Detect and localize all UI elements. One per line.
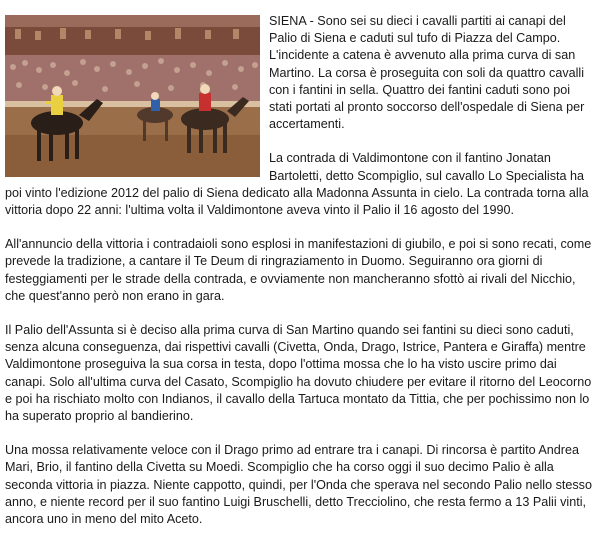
- palio-race-photo: [5, 15, 260, 177]
- article-paragraph-5: Una mossa relativamente veloce con il Drago primo ad entrare tra i canapi. Di rincorsa è partito Andrea Mari, Brio, il fantino della Civetta su Moedi. Scompiglio che ha corso oggi il suo decimo Palio è alla seconda vittoria in piazza. Niente cappotto, quindi, per l'Onda che sperava nel secondo Palio nello stesso anno, e niente record per il suo fantino Luigi Bruschelli, detto Trecciolino, che resta fermo a 13 Palii vinti, ancora uno in meno del mito Aceto.: [5, 443, 592, 527]
- article-paragraph-3: All'annuncio della vittoria i contradaioli sono esplosi in manifestazioni di giubilo, e poi si sono recati, come prevede la tradizione, a cantare il Te Deum di ringraziamento in Duomo. Seguiranno ora giorni di festeggiamenti per le strade della contrada, e ovviamente non mancheranno sfottò ai rivali del Nicchio, che quest'anno però non erano in gara.: [5, 237, 592, 303]
- article-paragraph-4: Il Palio dell'Assunta si è deciso alla prima curva di San Martino quando sei fantini su dieci sono caduti, senza alcuna conseguenza, dai rispettivi cavalli (Civetta, Onda, Drago, Istrice, Pantera e Giraffa) mentre Valdimontone proseguiva la sua corsa in testa, dopo l'ottima mossa che lo ha visto uscire primo dai canapi. Solo all'ultima curva del Casato, Scompiglio ha dovuto chiudere per evitare il ritorno del Leocorno e poi ha rischiato molto con Indianos, il cavallo della Tartuca montato da Tittia, che per pochissimo non lo ha superato proprio al bandierino.: [5, 323, 592, 424]
- article-paragraph-2: La contrada di Valdimontone con il fantino Jonatan Bartoletti, detto Scompiglio, sul cavallo Lo Specialista ha poi vinto l'edizione 2012 del palio di Siena dedicato alla Madonna Assunta in cielo. La contrada torna alla vittoria dopo 22 anni: l'ultima volta il Valdimontone aveva vinto il Palio il 16 agosto del 1990.: [5, 151, 589, 218]
- article: [5, 13, 596, 545]
- article-paragraph-1: SIENA - Sono sei su dieci i cavalli partiti ai canapi del Palio di Siena e caduti sul tufo di Piazza del Campo. L'incidente a catena è avvenuto alla prima curva di san Martino. La corsa è proseguita con soli da quattro cavalli con i fantini in sella. Quattro dei fantini caduti sono poi stati portati al pronto soccorso dell'ospedale di Siena per accertamenti.: [269, 14, 585, 132]
- palio-race-illustration: [5, 15, 260, 177]
